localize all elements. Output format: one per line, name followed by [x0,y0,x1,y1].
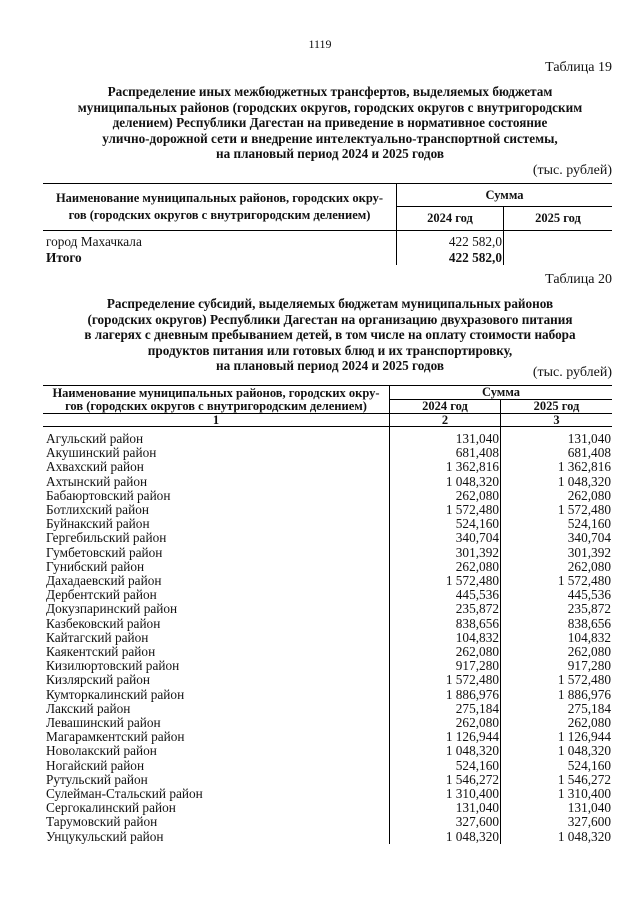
table-row [43,673,612,687]
table-row [43,617,612,631]
row-name: Левашинский район [43,716,390,730]
table-row [43,815,612,829]
table-row [43,730,612,744]
row-value-2024: 1 546,272 [390,773,501,787]
row-value-2024: 235,872 [390,602,501,616]
row-name: Бабаюртовский район [43,489,390,503]
header-line: гов (городских округов с внутригородским делением) [68,208,371,222]
table-20-unit: (тыс. рублей) [532,365,612,380]
row-name: Сулейман-Стальский район [43,787,390,801]
row-value-2025: 1 362,816 [557,459,611,475]
total-value-2024: 422 582,0 [397,250,504,266]
row-name: Гумбетовский район [43,546,390,560]
column-number-2: 2 [390,414,501,427]
row-value-2025: 1 048,320 [557,743,611,759]
row-value-2025 [504,231,613,250]
header-sum: Сумма [397,184,613,207]
table-row [43,702,612,716]
row-value-2025: 1 546,272 [557,771,611,787]
row-value-2025: 838,656 [567,615,611,631]
table-19-title [40,84,620,162]
header-year-2024: 2024 год [397,207,504,231]
row-value-2024: 445,536 [390,588,501,602]
page-number: 1119 [308,37,332,51]
header-line: Наименование муниципальных районов, городских окру- [55,191,384,205]
row-value-2025: 131,040 [567,800,611,816]
row-name: Ботлихский район [43,503,390,517]
row-name: Кумторкалинский район [43,688,390,702]
total-label: Итого [46,249,82,265]
row-value-2025: 445,536 [567,587,611,603]
row-value-2024: 1 126,944 [390,730,501,744]
table-row [43,446,612,460]
row-value-2024: 262,080 [390,560,501,574]
row-value-2024: 275,184 [390,702,501,716]
title-line: продуктов питания или готовых блюд и их транспортировку, [147,342,513,358]
row-value-2025: 1 572,480 [557,672,611,688]
row-name: Казбековский район [43,617,390,631]
header-sum: Сумма [390,386,613,400]
header-name-col [43,386,390,414]
row-value-2025: 275,184 [567,700,611,716]
row-value-2024: 131,040 [390,801,501,815]
row-name: Ногайский район [43,759,390,773]
column-number-1: 1 [43,414,390,427]
row-value-2025: 1 310,400 [557,786,611,802]
table-19-unit: (тыс. рублей) [532,163,612,178]
row-value-2025: 262,080 [567,715,611,731]
row-name: Дербентский район [43,588,390,602]
row-name: Сергокалинский район [43,801,390,815]
row-name: Рутульский район [43,773,390,787]
table-row [43,759,612,773]
table-row [43,716,612,730]
table-row [43,475,612,489]
title-line: на плановый период 2024 и 2025 годов [216,358,444,373]
header-name-col [43,184,397,231]
row-value-2024: 917,280 [390,659,501,673]
row-value-2024: 422 582,0 [397,231,504,250]
row-name: Дахадаевский район [43,574,390,588]
row-name: Кизилюртовский район [43,659,390,673]
row-name: Акушинский район [43,446,390,460]
row-value-2024: 524,160 [390,517,501,531]
row-value-2024: 1 048,320 [390,475,501,489]
table-row [43,517,612,531]
row-value-2025: 524,160 [567,516,611,532]
row-name: Гунибский район [43,560,390,574]
row-name: Агульский район [43,427,390,447]
table-20-label: Таблица 20 [545,272,612,287]
row-name: город Махачкала [46,234,142,249]
row-value-2025: 104,832 [567,629,611,645]
row-value-2025: 681,408 [567,445,611,461]
table-20-title [40,296,620,374]
header-year-2024: 2024 год [390,400,501,414]
row-value-2024: 1 362,816 [390,460,501,474]
title-line: муниципальных районов (городских округов, городских округов с внутригородским [77,99,583,115]
row-value-2024: 1 048,320 [390,744,501,758]
table-row [43,787,612,801]
title-line: в лагерях с дневным пребыванием детей, в том числе на оплату стоимости набора [84,327,576,342]
row-value-2024: 262,080 [390,645,501,659]
title-line: Распределение субсидий, выделяемых бюджетам муниципальных районов [106,296,554,311]
title-line: делением) Республики Дагестан на приведение в нормативное состояние [112,115,548,130]
table-row [43,560,612,574]
row-value-2024: 1 048,320 [390,830,501,844]
row-value-2025: 262,080 [567,644,611,660]
header-year-2025: 2025 год [501,400,613,414]
row-value-2025: 235,872 [567,601,611,617]
table-row [43,688,612,702]
table-row [43,602,612,616]
title-line: (городских округов) Республики Дагестан на организацию двухразового питания [87,311,573,327]
row-value-2024: 681,408 [390,446,501,460]
row-value-2024: 1 572,480 [390,673,501,687]
table-row [43,231,612,250]
row-value-2024: 1 572,480 [390,574,501,588]
row-value-2025: 1 572,480 [557,502,611,518]
row-value-2024: 327,600 [390,815,501,829]
row-value-2025: 340,704 [567,530,611,546]
row-value-2024: 1 572,480 [390,503,501,517]
table-row [43,460,612,474]
row-value-2025: 1 048,320 [557,828,611,844]
table-19 [43,183,612,265]
row-value-2024: 262,080 [390,716,501,730]
row-value-2025: 262,080 [567,487,611,503]
table-row [43,531,612,545]
table-row [43,631,612,645]
table-row [43,503,612,517]
row-value-2024: 838,656 [390,617,501,631]
row-value-2024: 1 886,976 [390,688,501,702]
row-value-2024: 1 310,400 [390,787,501,801]
table-20 [43,385,612,844]
row-name: Ахвахский район [43,460,390,474]
row-value-2024: 104,832 [390,631,501,645]
row-value-2024: 524,160 [390,759,501,773]
row-value-2025: 301,392 [567,544,611,560]
table-row [43,801,612,815]
table-19-label: Таблица 19 [545,60,612,75]
row-name: Тарумовский район [43,815,390,829]
header-line: Наименование муниципальных районов, городских окру- [52,385,380,400]
table-row [43,588,612,602]
row-value-2024: 262,080 [390,489,501,503]
table-row [43,659,612,673]
header-year-2025: 2025 год [504,207,613,231]
table-row [43,546,612,560]
table-row [43,574,612,588]
row-value-2025: 1 048,320 [557,473,611,489]
total-value-2025 [504,250,613,266]
row-name: Кизлярский район [43,673,390,687]
row-name: Ахтынский район [43,475,390,489]
column-number-3: 3 [501,414,613,427]
table-row [43,489,612,503]
row-value-2024: 131,040 [390,427,501,447]
row-value-2024: 340,704 [390,531,501,545]
row-name: Магарамкентский район [43,730,390,744]
row-value-2025: 1 886,976 [557,686,611,702]
header-line: гов (городских округов с внутригородским делением) [65,398,367,413]
table-row [43,744,612,758]
row-value-2025: 1 126,944 [557,729,611,745]
table-row [43,773,612,787]
row-name: Кайтагский район [43,631,390,645]
table-row [43,427,612,447]
title-line: Распределение иных межбюджетных трансфертов, выделяемых бюджетам [107,84,553,99]
row-name: Докузпаринский район [43,602,390,616]
row-name: Гергебильский район [43,531,390,545]
row-name: Новолакский район [43,744,390,758]
title-line: улично-дорожной сети и внедрение интелектуально-транспортной системы, [102,130,558,146]
table-row [43,830,612,844]
row-value-2025: 917,280 [567,658,611,674]
title-line: на плановый период 2024 и 2025 годов [216,146,444,161]
row-value-2025: 131,040 [567,431,611,446]
row-value-2025: 1 572,480 [557,573,611,589]
row-name: Лакский район [43,702,390,716]
row-value-2025: 262,080 [567,558,611,574]
row-name: Унцукульский район [43,830,390,844]
row-value-2024: 301,392 [390,546,501,560]
row-value-2025: 524,160 [567,757,611,773]
row-name: Буйнакский район [43,517,390,531]
row-value-2025: 327,600 [567,814,611,830]
row-name: Каякентский район [43,645,390,659]
total-row [43,250,612,266]
table-row [43,645,612,659]
